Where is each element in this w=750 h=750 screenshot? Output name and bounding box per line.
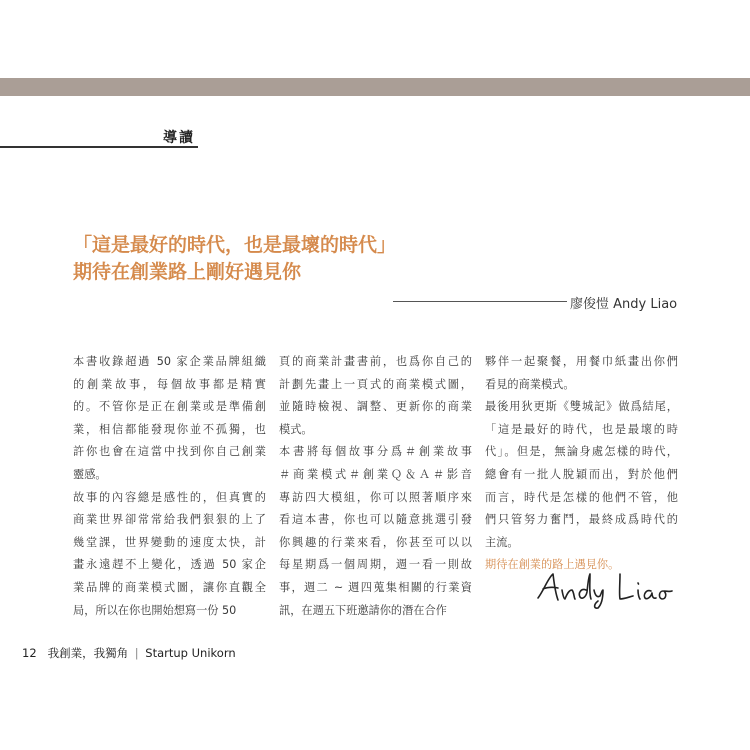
paragraph-line: 本書將每個故事分爲＃創業故事 <box>279 445 472 459</box>
paragraph-line: 最後用狄更斯《雙城記》做爲結尾， <box>485 400 678 414</box>
paragraph-line: 專訪四大模組，你可以照著順序來 <box>279 490 472 504</box>
headline <box>73 232 396 286</box>
top-color-band <box>0 78 750 96</box>
paragraph-line: 並隨時檢視、調整、更新你的商業 <box>279 400 472 414</box>
highlight-line: 期待在創業的路上遇見你。 <box>485 558 620 572</box>
page-footer <box>22 645 236 661</box>
headline-line-1: 「這是最好的時代，也是最壞的時代」 <box>73 234 397 256</box>
page-number: 12 <box>22 646 37 660</box>
text-column-1 <box>73 351 266 622</box>
section-label: 導讀 <box>163 130 195 146</box>
paragraph-line: 看這本書，你也可以隨意挑選引發 <box>279 513 472 527</box>
paragraph-line: 計劃先畫上一頁式的商業模式圖， <box>279 377 472 391</box>
paragraph-line: 的創業故事，每個故事都是精實 <box>73 377 266 391</box>
headline-line-2: 期待在創業路上剛好遇見你 <box>73 261 302 283</box>
paragraph-line: 的。不管你是正在創業或是準備創 <box>73 400 266 414</box>
paragraph-line: 總會有一批人脫穎而出，對於他們 <box>485 467 678 481</box>
paragraph-line: 每星期爲一個周期，週一看一則故 <box>279 558 472 572</box>
paragraph-line: 「這是最好的時代，也是最壞的時 <box>485 422 678 436</box>
paragraph-line: 本書收錄超過 50 家企業品牌組織 <box>73 355 266 368</box>
paragraph-line: ＃商業模式＃創業Ｑ＆Ａ＃影音 <box>279 467 472 481</box>
paragraph-line: 夥伴一起聚餐，用餐巾紙畫出你們 <box>485 355 678 368</box>
paragraph-line: 業品牌的商業模式圖，讓你直觀全 <box>73 580 266 594</box>
paragraph-line: 局，所以在你也開始想寫一份 50 <box>73 603 237 617</box>
paragraph-line: 頁的商業計畫書前，也爲你自己的 <box>279 355 472 368</box>
paragraph-line: 商業世界卻常常給我們狠狠的上了 <box>73 513 266 527</box>
author-rule <box>393 301 567 302</box>
book-title: 我創業，我獨角 <box>47 646 129 660</box>
paragraph-line: 靈感。 <box>73 467 107 481</box>
paragraph-line: 事，週二 ~ 週四蒐集相關的行業資 <box>279 580 472 594</box>
paragraph-line: 幾堂課，世界變動的速度太快，計 <box>73 535 266 549</box>
text-column-3 <box>485 351 678 577</box>
signature-andy-liao <box>534 568 674 610</box>
paragraph-line: 業，相信都能發現你並不孤獨，也 <box>73 422 266 436</box>
author-name: 廖俊愷 Andy Liao <box>570 297 678 312</box>
section-underline <box>0 146 198 148</box>
paragraph-line: 故事的內容總是感性的，但真實的 <box>73 490 266 504</box>
paragraph-line: 而言，時代是怎樣的他們不管，他 <box>485 490 678 504</box>
paragraph-line: 模式。 <box>279 422 313 436</box>
paragraph-line: 們只管努力奮鬥，最終成爲時代的 <box>485 513 678 527</box>
series-name: Startup Unikorn <box>145 646 236 660</box>
paragraph-line: 訊，在週五下班邀請你的潛在合作 <box>279 603 447 617</box>
paragraph-line: 看見的商業模式。 <box>485 377 575 391</box>
paragraph-line: 你興趣的行業來看，你甚至可以以 <box>279 535 472 549</box>
footer-separator: | <box>134 646 139 660</box>
paragraph-line: 主流。 <box>485 535 519 549</box>
text-column-2 <box>279 351 472 622</box>
paragraph-line: 許你也會在這當中找到你自己創業 <box>73 445 266 459</box>
paragraph-line: 畫永遠趕不上變化，透過 50 家企 <box>73 558 266 572</box>
paragraph-line: 代」。但是，無論身處怎樣的時代， <box>485 445 678 459</box>
